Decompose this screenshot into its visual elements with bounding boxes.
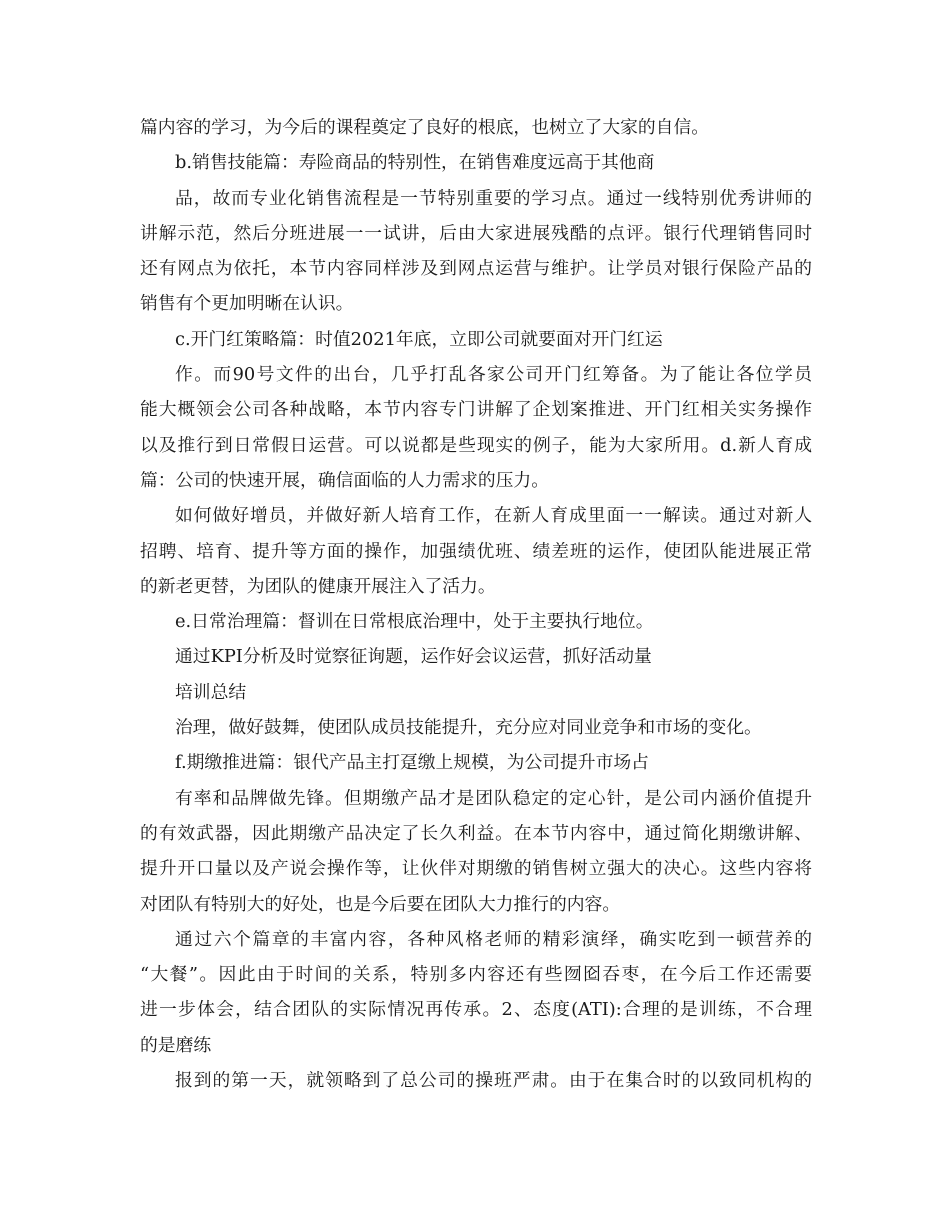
text-line: 进一步体会，结合团队的实际情况再传承。2、态度(ATI):合理的是训练，不合理 [140, 999, 812, 1021]
text-line: 篇内容的学习，为今后的课程奠定了良好的根底，也树立了大家的自信。 [140, 117, 710, 138]
text-line: 讲解示范，然后分班进展一一试讲，后由大家进展残酷的点评。银行代理销售同时 [140, 222, 812, 244]
text-line: 能大概领会公司各种战略，本节内容专门讲解了企划案推进、开门红相关实务操作 [140, 399, 812, 421]
text-line: 的是磨练 [140, 1034, 212, 1056]
text-line: 有率和品牌做先锋。但期缴产品才是团队稳定的定心针，是公司内涵价值提升 [175, 787, 812, 809]
body-text [140, 110, 812, 1098]
text-line: 的有效武器，因此期缴产品决定了长久利益。在本节内容中，通过简化期缴讲解、 [140, 822, 812, 844]
text-line: 招聘、培育、提升等方面的操作，加强绩优班、绩差班的运作，使团队能进展正常 [140, 540, 812, 562]
text-line: 报到的第一天，就领略到了总公司的操班严肃。由于在集合时的以致同机构的 [175, 1070, 812, 1092]
text-line: 还有网点为依托，本节内容同样涉及到网点运营与维护。让学员对银行保险产品的 [140, 258, 812, 280]
text-line: e.日常治理篇：督训在日常根底治理中，处于主要执行地位。 [175, 611, 654, 633]
text-line: 销售有个更加明晰在认识。 [140, 293, 354, 315]
text-line: “大餐”。因此由于时间的关系，特别多内容还有些囫囵吞枣，在今后工作还需要 [140, 964, 812, 986]
text-line: 的新老更替，为团队的健康开展注入了活力。 [140, 575, 496, 597]
text-line: 对团队有特别大的好处，也是今后要在团队大力推行的内容。 [140, 893, 621, 915]
text-line: 以及推行到日常假日运营。可以说都是些现实的例子，能为大家所用。d.新人育成 [140, 434, 812, 456]
text-line: 如何做好增员，并做好新人培育工作，在新人育成里面一一解读。通过对新人 [175, 505, 812, 527]
text-line: 品，故而专业化销售流程是一节特别重要的学习点。通过一线特别优秀讲师的 [175, 187, 812, 209]
text-line: 作。而90号文件的出台，几乎打乱各家公司开门红筹备。为了能让各位学员 [175, 364, 812, 386]
text-line: 通过KPI分析及时觉察征询题，运作好会议运营，抓好活动量 [175, 646, 652, 668]
text-line: 培训总结 [175, 681, 247, 703]
text-line: c.开门红策略篇：时值2021年底，立即公司就要面对开门红运 [175, 328, 663, 350]
text-line: 治理，做好鼓舞，使团队成员技能提升，充分应对同业竞争和市场的变化。 [175, 717, 762, 739]
text-line: 通过六个篇章的丰富内容，各种风格老师的精彩演绎，确实吃到一顿营养的 [175, 928, 812, 950]
text-line: 提升开口量以及产说会操作等，让伙伴对期缴的销售树立强大的决心。这些内容将 [140, 858, 812, 880]
text-line: 篇：公司的快速开展，确信面临的人力需求的压力。 [140, 469, 549, 491]
text-line: b.销售技能篇：寿险商品的特别性，在销售难度远高于其他商 [175, 152, 655, 174]
text-line: f.期缴推进篇：银代产品主打趸缴上规模，为公司提升市场占 [175, 752, 649, 774]
